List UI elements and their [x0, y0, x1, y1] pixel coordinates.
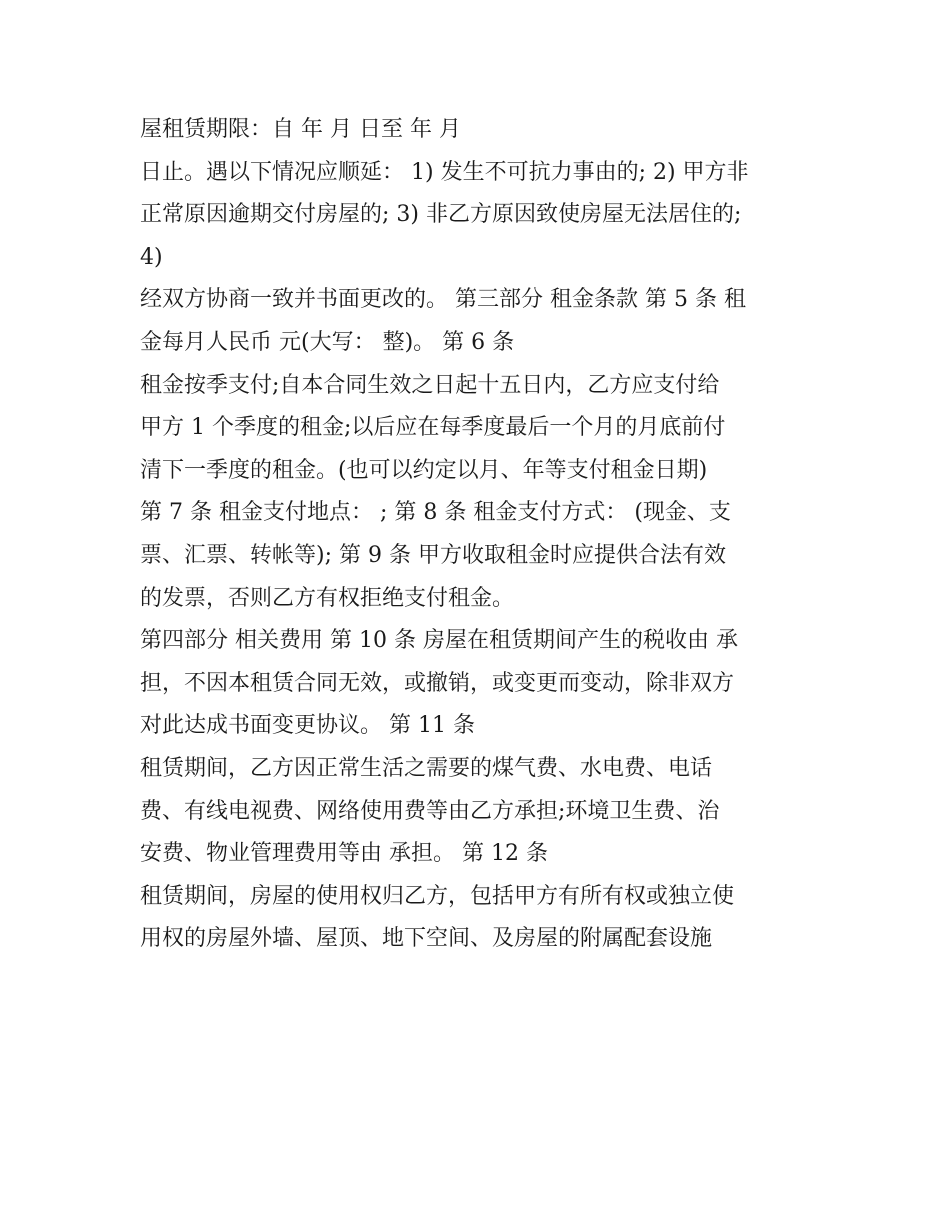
text-line: 4) [140, 244, 163, 270]
text-line: 甲方 1 个季度的租金;以后应在每季度最后一个月的月底前付 [140, 415, 726, 441]
text-line: 经双方协商一致并书面更改的。 第三部分 租金条款 第 5 条 租 [140, 287, 746, 313]
text-line: 租金按季支付;自本合同生效之日起十五日内，乙方应支付给 [140, 372, 720, 398]
contract-text-body [140, 109, 830, 961]
text-line: 日止。遇以下情况应顺延： 1) 发生不可抗力事由的; 2) 甲方非 [140, 159, 749, 185]
text-line: 屋租赁期限：自 年 月 日至 年 月 [140, 117, 461, 142]
text-line: 金每月人民币 元(大写： 整)。 第 6 条 [140, 329, 515, 355]
text-line: 租赁期间，乙方因正常生活之需要的煤气费、水电费、电话 [140, 755, 713, 781]
text-line: 清下一季度的租金。(也可以约定以月、年等支付租金日期) [140, 457, 708, 483]
text-line: 对此达成书面变更协议。 第 11 条 [140, 713, 475, 739]
text-line: 第 7 条 租金支付地点： ; 第 8 条 租金支付方式： (现金、支 [140, 500, 731, 526]
text-line: 用权的房屋外墙、屋顶、地下空间、及房屋的附属配套设施 [140, 926, 713, 952]
text-line: 正常原因逾期交付房屋的; 3) 非乙方原因致使房屋无法居住的; [140, 202, 742, 228]
text-line: 第四部分 相关费用 第 10 条 房屋在租赁期间产生的税收由 承 [140, 628, 738, 654]
text-line: 担，不因本租赁合同无效，或撤销，或变更而变动，除非双方 [140, 670, 735, 696]
text-line: 安费、物业管理费用等由 承担。 第 12 条 [140, 841, 548, 867]
text-line: 票、汇票、转帐等); 第 9 条 甲方收取租金时应提供合法有效 [140, 542, 726, 568]
text-line: 的发票，否则乙方有权拒绝支付租金。 [140, 585, 515, 611]
text-line: 费、有线电视费、网络使用费等由乙方承担;环境卫生费、治 [140, 798, 720, 824]
text-line: 租赁期间，房屋的使用权归乙方，包括甲方有所有权或独立使 [140, 883, 735, 909]
